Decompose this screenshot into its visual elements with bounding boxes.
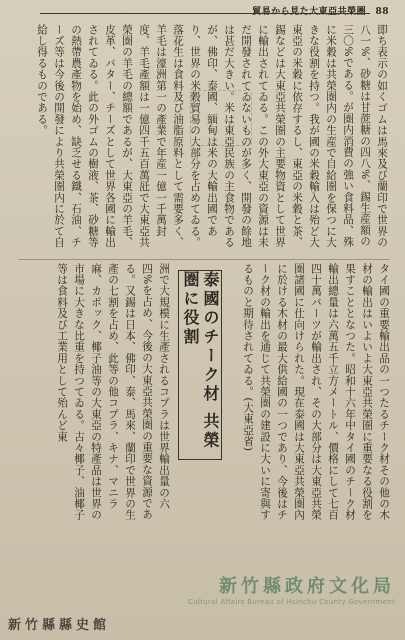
running-head-title: 貿易から見た大東亞共榮圏 (252, 7, 367, 17)
page-number: 88 (375, 7, 389, 17)
teak-article-title: 泰國のチーク材 共榮圏に役割 (178, 270, 222, 460)
teak-article-text: タイ國の重要輸出品の一つたるチーク材その他の木材の輸出はいよいよ大東亞共榮圏に重要なる役割を果すこととなつた。昭和十六年中タイ國のチーク材輸出總量は六萬五千立方メートル、價格にして七百四十萬バーツが輸出され、その大部分は大東亞共榮圏諸國に仕向けられた。現在泰國は大東亞共榮圏內に於ける木材の最大供給國の一つであり、今後はチーク材の輸出を通じて共榮圏の建設に大いに寄與するものと期待されてゐる。(大東亞省) (242, 263, 390, 521)
archive-mark: 新竹縣縣史館 (8, 618, 111, 633)
main-body-text: 即ち表示の如くゴムは馬來及び蘭印で世界の八一%、砂糖は甘蔗糖の四八%、錫生産額の三〇%である。が圏内消費の強い食料品、殊に米穀は共榮圏内の生産で自給圏を保つに大きな役割を持つ。我が國の米穀輸入は殆ど大東亞の米穀に依存するし、東亞の米穀と茶、錫などは大東亞共榮圏の主要物資として世界に輸出されてゐる。この外大東亞の資源は未だ開發されてゐないものが多く、開發の餘地は甚だ大きい。米は東亞民族の主食物であるが、佛印、泰國、緬甸は米の大輸出國であり、世界の米穀貿易の大部分を占めてゐる。落花生は食料及び油脂原料として需要多く、羊毛は濠洲第一の產業で年産一億一千萬封度、羊毛產額は一億四千五百萬瓩で大東亞共榮圏の羊毛の總額であるが、大東亞の羊毛、皮革、バター、チーズとして世界各國に輸出されてゐる。此の外ゴムの樹液、茶、砂糖等の熱帶農產物を始め、缺乏せる鐵、石油、チーズ等は今後の開發により共榮圏内に於て自給し得るものである。 (36, 24, 388, 248)
continued-body-text: 洲で大規模に生產されるコプラは世界輸出量の六四%を占め、今後の大東亞共榮圏の重要な資源である。又錫は日本、佛印、泰、馬來、蘭印で世界の生產の七割を占め、此等の他コプラ、キナ、マニラ麻、カポック、椰子油等の大東亞の特產品は世界の市場に大きな比重を持つてゐる。古々椰子、油椰子等は食料及び工業用として殆んど東 (56, 263, 170, 521)
header-rule (40, 13, 370, 14)
archive-watermark (188, 572, 395, 606)
running-head (252, 4, 389, 17)
section-divider (18, 259, 390, 260)
watermark-subtitle: Cultural Affairs Bureau of Hsinchu County Government (187, 598, 395, 606)
watermark-title: 新竹縣政府文化局 (219, 576, 395, 597)
